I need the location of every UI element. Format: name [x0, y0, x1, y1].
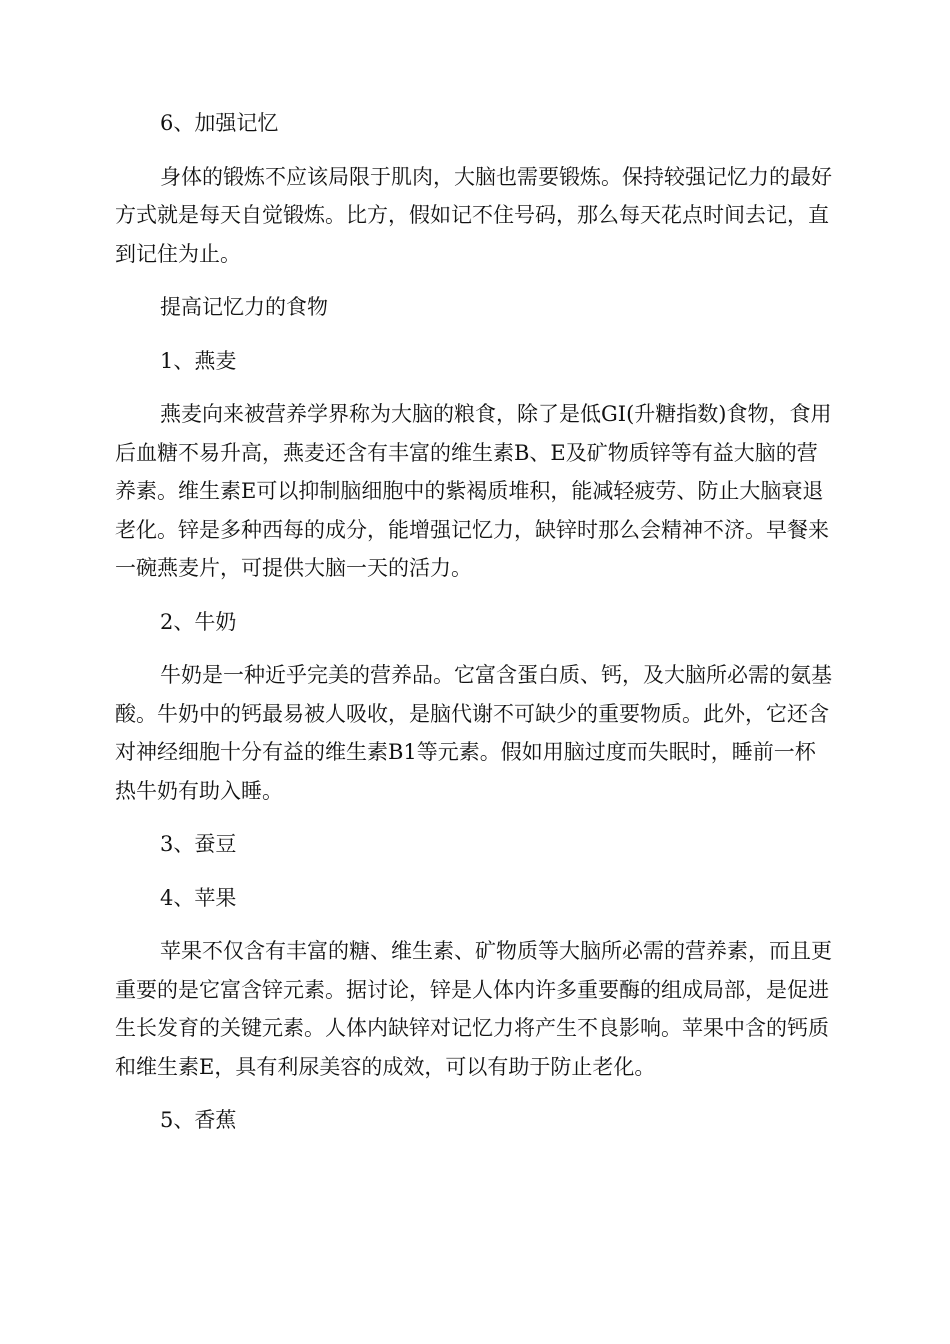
heading-apple: 4、苹果	[160, 885, 237, 910]
paragraph-milk: 牛奶是一种近乎完美的营养品。它富含蛋白质、钙，及大脑所必需的氨基酸。牛奶中的钙最易被人吸收，是脑代谢不可缺少的重要物质。此外，它还含对神经细胞十分有益的维生素B1等元素。假如用脑过度而失眠时，睡前一杯热牛奶有助入睡。	[115, 663, 832, 803]
paragraph-apple: 苹果不仅含有丰富的糖、维生素、矿物质等大脑所必需的营养素，而且更重要的是它富含锌元素。据讨论，锌是人体内许多重要酶的组成局部，是促进生长发育的关键元素。人体内缺锌对记忆力将产生不良影响。苹果中含的钙质和维生素E，具有利尿美容的成效，可以有助于防止老化。	[115, 939, 832, 1079]
paragraph-brain-exercise: 身体的锻炼不应该局限于肌肉，大脑也需要锻炼。保持较强记忆力的最好方式就是每天自觉锻炼。比方，假如记不住号码，那么每天花点时间去记，直到记住为止。	[115, 164, 832, 266]
heading-banana: 5、香蕉	[160, 1108, 237, 1132]
heading-milk: 2、牛奶	[160, 609, 237, 634]
document-body	[115, 104, 835, 1155]
heading-strengthen-memory: 6、加强记忆	[160, 111, 279, 135]
heading-oats: 1、燕麦	[160, 348, 237, 373]
paragraph-oats: 燕麦向来被营养学界称为大脑的粮食，除了是低GI(升糖指数)食物，食用后血糖不易升高，燕麦还含有丰富的维生素B、E及矿物质锌等有益大脑的营养素。维生素E可以抑制脑细胞中的紫褐质堆积，能减轻疲劳、防止大脑衰退老化。锌是多种西每的成分，能增强记忆力，缺锌时那么会精神不济。早餐来一碗燕麦片，可提供大脑一天的活力。	[115, 402, 832, 580]
heading-broad-beans: 3、蚕豆	[160, 832, 237, 856]
heading-memory-foods: 提高记忆力的食物	[160, 295, 328, 319]
